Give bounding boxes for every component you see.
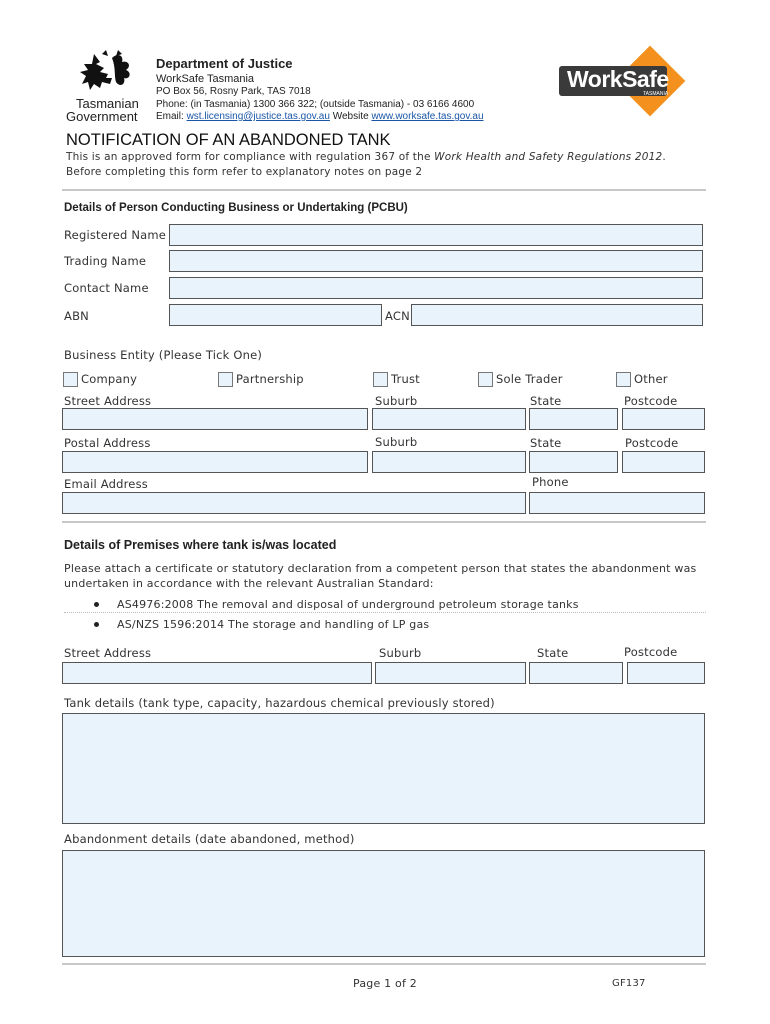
tank-details-field[interactable]	[62, 713, 705, 824]
company-label: Company	[81, 372, 138, 386]
premises-suburb-field[interactable]	[375, 662, 526, 684]
postcode-field[interactable]	[622, 408, 705, 430]
premises-postcode-field[interactable]	[627, 662, 705, 684]
gov-line1: Tasmanian	[76, 96, 139, 111]
contact-name-label: Contact Name	[64, 281, 149, 295]
divider-middle	[62, 521, 706, 523]
trading-name-field[interactable]	[169, 250, 703, 272]
website-link[interactable]: www.worksafe.tas.gov.au	[371, 111, 484, 122]
state-label: State	[530, 394, 562, 408]
tasmanian-government-logo	[66, 48, 152, 124]
phone-label: Phone	[532, 475, 569, 489]
worksafe-logo	[557, 54, 687, 110]
email-prefix: Email:	[156, 111, 187, 122]
divider-bottom	[62, 963, 706, 965]
bullet-dot-2	[94, 622, 99, 627]
contact-line	[156, 111, 484, 122]
phone-field[interactable]	[529, 492, 705, 514]
standard-bullet-2: AS/NZS 1596:2014 The storage and handling of LP gas	[117, 618, 430, 631]
acn-label: ACN	[385, 309, 410, 323]
sole-trader-label: Sole Trader	[496, 372, 563, 386]
postal-address-label: Postal Address	[64, 436, 151, 450]
premises-heading: Details of Premises where tank is/was located	[64, 538, 337, 552]
premises-state-label: State	[537, 646, 569, 660]
premises-suburb-label: Suburb	[379, 646, 422, 660]
gov-line2: Government	[66, 109, 138, 124]
premises-postcode-label: Postcode	[624, 645, 678, 659]
postcode-label: Postcode	[624, 394, 678, 408]
premises-street-field[interactable]	[62, 662, 372, 684]
form-intro2: Before completing this form refer to explanatory notes on page 2	[66, 166, 423, 178]
suburb-label: Suburb	[375, 394, 418, 408]
registered-name-label: Registered Name	[64, 228, 167, 242]
premises-street-label: Street Address	[64, 646, 152, 660]
divider-top	[62, 189, 706, 191]
premises-state-field[interactable]	[529, 662, 623, 684]
form-title: NOTIFICATION OF AN ABANDONED TANK	[66, 131, 391, 149]
partnership-checkbox[interactable]	[218, 372, 233, 387]
email-address-label: Email Address	[64, 477, 148, 491]
form-code: GF137	[612, 978, 646, 989]
abn-field[interactable]	[169, 304, 382, 326]
abn-label: ABN	[64, 309, 89, 323]
premises-note1: Please attach a certificate or statutory declaration from a competent person that states the abandonment was	[64, 562, 697, 575]
other-checkbox[interactable]	[616, 372, 631, 387]
logo-text: WorkSafe	[567, 66, 669, 92]
devil-emblem-icon	[66, 48, 152, 98]
email-link[interactable]: wst.licensing@justice.tas.gov.au	[186, 111, 330, 122]
postal-postcode-label: Postcode	[625, 436, 679, 450]
postal-state-field[interactable]	[529, 451, 618, 473]
postal-address-field[interactable]	[62, 451, 368, 473]
department-name: Department of Justice	[156, 56, 293, 71]
page-number: Page 1 of 2	[353, 977, 417, 990]
form-intro: This is an approved form for compliance with regulation 367 of the Work Health and Safety Regulations 2012.	[66, 151, 666, 163]
bullet-dot-1	[94, 602, 99, 607]
abandonment-details-label: Abandonment details (date abandoned, method)	[64, 832, 355, 846]
business-entity-label: Business Entity (Please Tick One)	[64, 348, 263, 362]
trading-name-label: Trading Name	[64, 254, 147, 268]
tank-details-label: Tank details (tank type, capacity, hazardous chemical previously stored)	[64, 696, 495, 710]
bullet-divider	[64, 612, 706, 613]
trust-checkbox[interactable]	[373, 372, 388, 387]
postal-postcode-field[interactable]	[622, 451, 705, 473]
postal-address: PO Box 56, Rosny Park, TAS 7018	[156, 86, 311, 97]
sole-trader-checkbox[interactable]	[478, 372, 493, 387]
agency-name: WorkSafe Tasmania	[156, 73, 255, 85]
website-prefix: Website	[329, 111, 372, 122]
trust-label: Trust	[391, 372, 420, 386]
email-address-field[interactable]	[62, 492, 526, 514]
pcbu-heading: Details of Person Conducting Business or Undertaking (PCBU)	[64, 202, 408, 214]
premises-note2: undertaken in accordance with the relevant Australian Standard:	[64, 577, 434, 590]
state-field[interactable]	[529, 408, 618, 430]
street-address-label: Street Address	[64, 394, 152, 408]
abandonment-details-field[interactable]	[62, 850, 705, 957]
partnership-label: Partnership	[236, 372, 304, 386]
contact-name-field[interactable]	[169, 277, 703, 299]
street-address-field[interactable]	[62, 408, 368, 430]
logo-sub: TASMANIA	[643, 91, 669, 97]
other-label: Other	[634, 372, 668, 386]
phone-line: Phone: (in Tasmania) 1300 366 322; (outside Tasmania) - 03 6166 4600	[156, 99, 475, 110]
acn-field[interactable]	[411, 304, 703, 326]
suburb-field[interactable]	[372, 408, 526, 430]
registered-name-field[interactable]	[169, 224, 703, 246]
postal-suburb-label: Suburb	[375, 435, 418, 449]
company-checkbox[interactable]	[63, 372, 78, 387]
standard-bullet-1: AS4976:2008 The removal and disposal of underground petroleum storage tanks	[117, 598, 579, 611]
postal-suburb-field[interactable]	[372, 451, 526, 473]
postal-state-label: State	[530, 436, 562, 450]
